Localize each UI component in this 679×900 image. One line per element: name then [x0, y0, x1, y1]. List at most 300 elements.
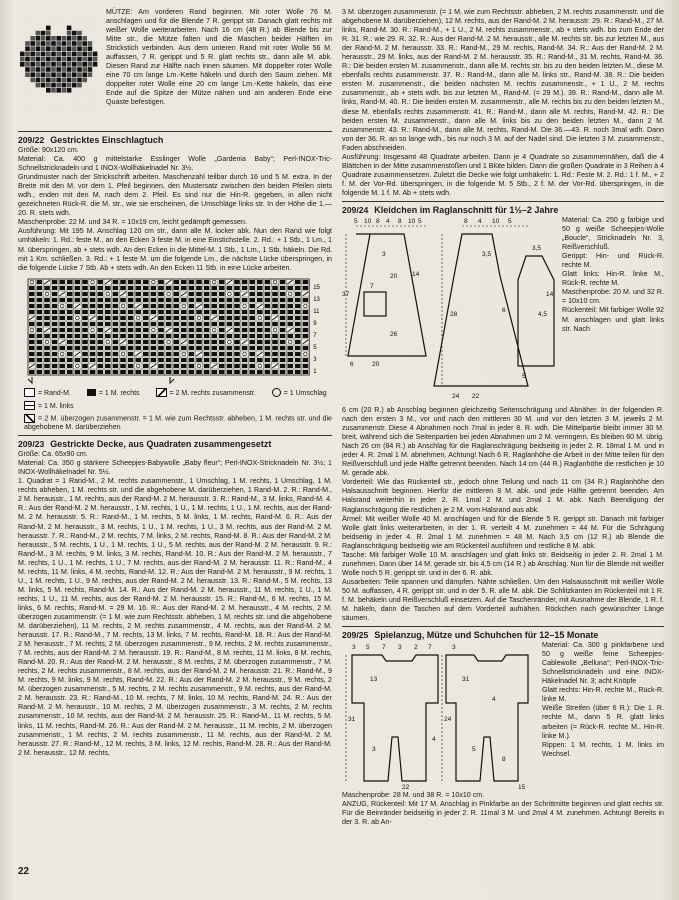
knit-cell: [44, 298, 50, 302]
knit-cell: [128, 304, 134, 308]
knit-cell: [120, 316, 126, 320]
motif-cell: [67, 52, 72, 57]
knit-cell: [173, 286, 179, 290]
knit-cell: [272, 286, 278, 290]
motif-cell: [77, 10, 82, 15]
knit-cell: [158, 322, 164, 326]
knit-cell: [249, 280, 255, 284]
legend-rand: = Rand-M.: [24, 388, 71, 399]
knit-cell: [105, 352, 111, 356]
knit-cell: [219, 292, 225, 296]
knit-cell: [97, 322, 103, 326]
knit-cell: [29, 310, 35, 314]
motif-cell: [82, 119, 87, 124]
knit-cell: [59, 286, 65, 290]
motif-cell: [82, 31, 87, 36]
knit-cell: [265, 304, 271, 308]
knit-cell: [211, 304, 217, 308]
schematic-dim-label: 4,5: [538, 310, 548, 318]
knit-cell: [204, 340, 210, 344]
knit-cell: [52, 280, 58, 284]
knit-cell: [82, 364, 88, 368]
knit-cell: [265, 364, 271, 368]
knit-cell: [158, 310, 164, 314]
motif-cell: [25, 83, 30, 88]
quadrat-anleitung: 1. Quadrat = 1 Rand-M., 2 M. rechts zusammenstr., 1 Umschlag, 1 M. rechts, 1 Umschlag, 1 M. rechts abheben, 1 M. rechts str. und die abgehobene M. darüberziehen, 1 Rand-M. 2. R.: Rand-M., 2 M. herausstr., 1 M. rechts, aus der Rand-M. 2 M. herausstr. 3. R.: Rand-M., 3 M. links, Rand-M. 4. R.: Aus der Rand-M. 2 M. herausstr., 1 M. rechts, 1 U., 1 M. rechts, 1 U., 1 M. rechts, aus der Rand-M. 2 M. herausstr. 5. R.: Rand-M., 1 M. rechts, 5 M. links, 1 M. rechts, Rand-M. 6. R.: Aus der Rand-M. 2 M. herausstr., 3 M. rechts, 1 U., 1 M. rechts, 1 U., 3 M. rechts, aus der Rand-M. 2 M. herausstr. 7. R.: Rand-M., 2 M. rechts, 7 M. links, 2 M. rechts, Rand-M. 8. R.: Aus der Rand-M. 2 M. herausstr., 5 M. rechts, 1 U., 1 M. rechts, 1 U., 5 M. rechts, aus der Rand-M. 2 M. herausstr. 9. R.: Rand-M., 3 M. rechts, 9 M. links, 3 M. rechts, Rand-M. 10. R.: Aus der Rand-M. 2 M. herausstr., 7 M. rechts, 1 U., 1 M. rechts, 1 U., 7 M. rechts, aus der Rand-M. 2 M. herausstr. 11. R.: Rand-M., 4 M. rechts, 11 M. links, 4 M. rechts, Rand-M. 12. R.: Aus der Rand-M. 2 M. herausstr., 9 M. rechts, 1 U., 1 M. rechts, 1 U., 9 M. rechts, aus der Rand-M. 2 M. herausstr. 13. R.: Rand-M., 5 M. rechts, 13 M. links, 5 M. rechts, Rand-M. 14. R.: Aus der Rand-M. 2 M. herausstr., 11 M. rechts, 1 U., 1 M. rechts, 1 U., 11 M. rechts, aus der Rand-M. 2 M. herausstr. 15. R.: Rand-M., 6 M. rechts, 15 M. links, 6 M. rechts, Rand-M. = 29 M. 16. R.: Aus der Rand-M. 2 M. herausstr., 4 M. rechts, 2 M. überzogen zusammenstr. (= 1 M. wie zum Rechtsstr. abheben, 1 M. rechts str. und die abgehobene M. darüberziehen), 11 M. rechts, 2 M. rechts zusammenstr., 4 M. rechts, aus der Rand-M. 2 M. herausstr. 17. R.: Rand-M., 7 M. rechts, 13 M. links, 7 M. rechts, Rand-M. 18. R.: Aus der Rand-M. 2 M. herausstr., 7 M. rechts, 2 M. überzogen zusammenstr., 9 M. rechts, 2 M. rechts zusammenstr., 7 M. rechts, aus der Rand-M. 2 M. herausstr. 19. R.: Rand-M., 8 M. rechts, 11 M. links, 8 M. rechts, Rand-M. 20. R.: Aus der Rand-M. 2 M. herausstr., 8 M. rechts, 2 M. überzogen zusammenstr., 7 M. rechts, 2 M. rechts zusammenstr., 8 M. rechts, aus der Rand-M. 2 M. herausstr. 21. R.: Rand-M., 9 M. rechts, 9 M. links, 9 M. rechts, Rand-M. 22. R.: Aus der Rand-M. 2 M. herausstr., 9 M. rechts, 2 M. überzogen zusammenstr., 5 M. rechts, 2 M. rechts zusammenstr., 9 M. rechts, aus der Rand-M. 2 M. herausstr. 23. R.: Rand-M., 10 M. rechts, 7 M. links, 10 M. rechts, Rand-M. 24. R.: Aus der Rand-M. 2 M. herausstr., 10 M. rechts, 2 M. überzogen zusammenstr., 3 M. rechts, 2 M. rechts zusammenstr., 10 M. rechts, aus der Rand-M. 2 M. herausstr. 25. R.: Rand-M., 11 M. rechts, 5 M. links, 11 M. rechts, Rand-M. 26. R.: Aus der Rand-M. 2 M. herausstr., 11 M. rechts, 2 M. überzogen zusammenstr., 1 M. rechts, 2 M. rechts zusammenstr., 11 M. rechts, aus der Rand-M. 2 M. herausstr. 27. R.: Rand-M., 12 M. rechts, 3 M. links, 12 M. rechts, Rand-M. 28. R.: Aus der Rand-M. 2 M. herausstr., 12 M. rechts,: [18, 477, 332, 757]
maschenprobe-25: Maschenprobe: 28 M. und 38 R. = 10x10 cm.: [342, 791, 485, 800]
motif-cell: [25, 67, 30, 72]
knit-cell: [181, 328, 187, 332]
knit-cell: [113, 322, 119, 326]
knit-cell: [265, 328, 271, 332]
knit-cell: [29, 334, 35, 338]
knit-cell: [105, 310, 111, 314]
motif-cell: [82, 109, 87, 114]
knit-cell: [128, 334, 134, 338]
motif-cell: [20, 46, 25, 51]
motif-cell: [56, 15, 61, 20]
knit-cell: [82, 340, 88, 344]
schematic-dim-label: 26: [390, 330, 398, 338]
motif-cell: [56, 104, 61, 109]
knit-cell: [227, 316, 233, 320]
knit-cell: [287, 334, 293, 338]
knit-cell: [37, 304, 43, 308]
knit-cell: [75, 334, 81, 338]
knit-cell: [287, 286, 293, 290]
motif-cell: [46, 119, 51, 124]
chart-row-label: 1: [313, 368, 317, 375]
knit-cell: [295, 352, 301, 356]
motif-cell: [77, 88, 82, 93]
knit-cell: [52, 322, 58, 326]
knit-cell: [37, 346, 43, 350]
knit-cell: [82, 328, 88, 332]
knit-cell: [143, 358, 149, 362]
knit-cell: [113, 280, 119, 284]
motif-cell: [62, 36, 67, 41]
knit-cell: [249, 364, 255, 368]
motif-cell: [41, 46, 46, 51]
motif-cell: [72, 26, 77, 31]
schematic-dim-label: 28: [450, 310, 458, 318]
schematic-dim-label: 14: [412, 270, 420, 278]
knit-cell: [204, 334, 210, 338]
groesse-23: Größe: Ca. 65x90 cm.: [18, 450, 88, 459]
schematic-dim-label: 4: [492, 696, 496, 704]
motif-cell: [93, 36, 98, 41]
motif-cell: [77, 15, 82, 20]
motif-cell: [25, 15, 30, 20]
knit-cell: [67, 322, 73, 326]
knit-cell: [151, 286, 157, 290]
motif-cell: [46, 52, 51, 57]
knit-cell: [242, 280, 248, 284]
knit-cell: [151, 310, 157, 314]
motif-cell: [77, 93, 82, 98]
knit-cell: [211, 298, 217, 302]
chart-row-label: 7: [313, 332, 317, 339]
knit-cell: [204, 328, 210, 332]
motif-cell: [77, 57, 82, 62]
knit-cell: [128, 316, 134, 320]
schematic-dim-label: 6: [350, 360, 354, 368]
motif-cell: [41, 114, 46, 119]
knit-cell: [249, 346, 255, 350]
knit-cell: [166, 310, 172, 314]
knit-cell: [59, 310, 65, 314]
motif-cell: [20, 10, 25, 15]
motif-cell: [62, 67, 67, 72]
motif-cell: [56, 88, 61, 93]
motif-cell: [25, 93, 30, 98]
gerippt-24: Gerippt: Hin- und Rück-R. rechte M.: [562, 252, 664, 270]
knit-cell: [211, 292, 217, 296]
motif-cell: [72, 67, 77, 72]
schematic-dim-label: 3: [372, 746, 376, 754]
motif-cell: [93, 31, 98, 36]
knit-cell: [90, 370, 96, 374]
motif-cell: [51, 41, 56, 46]
motif-cell: [88, 15, 93, 20]
knit-cell: [75, 280, 81, 284]
knit-cell: [303, 346, 309, 350]
motif-cell: [82, 10, 87, 15]
motif-cell: [62, 119, 67, 124]
knit-cell: [211, 322, 217, 326]
motif-cell: [82, 78, 87, 83]
legend-ueberzogen: = 2 M. überzogen zusammenstr. = 1 M. wie zum Rechtsstr. abheben, 1 M. rechts str. und die abgehobene M. darüberziehen: [24, 414, 332, 432]
schematic-dim-label: 4: [386, 217, 390, 225]
motif-cell: [20, 15, 25, 20]
motif-cell: [72, 104, 77, 109]
motif-cell: [20, 109, 25, 114]
knit-cell: [97, 286, 103, 290]
motif-cell: [88, 36, 93, 41]
motif-cell: [62, 78, 67, 83]
knit-cell: [113, 358, 119, 362]
knit-cell: [204, 346, 210, 350]
motif-cell: [30, 26, 35, 31]
motif-cell: [72, 31, 77, 36]
knit-cell: [97, 352, 103, 356]
motif-cell: [77, 67, 82, 72]
knit-cell: [189, 298, 195, 302]
motif-cell: [51, 83, 56, 88]
knit-cell: [97, 298, 103, 302]
knit-cell: [75, 298, 81, 302]
knit-cell: [181, 280, 187, 284]
knit-cell: [75, 346, 81, 350]
motif-cell: [62, 88, 67, 93]
knit-cell: [272, 310, 278, 314]
knit-cell: [219, 304, 225, 308]
motif-cell: [25, 57, 30, 62]
motif-cell: [30, 88, 35, 93]
motif-cell: [41, 52, 46, 57]
knit-cell: [173, 328, 179, 332]
material-24: Material: Ca. 250 g farbige und 50 g weiße Scheepjes-Wolle „Boucle“, Stricknadeln Nr. 3, Reißverschluß.: [562, 215, 664, 252]
knit-cell: [227, 334, 233, 338]
motif-cell: [62, 10, 67, 15]
motif-cell: [20, 20, 25, 25]
motif-cell: [88, 109, 93, 114]
motif-cell: [30, 46, 35, 51]
knit-cell: [280, 352, 286, 356]
section-title: Gestrickte Decke, aus Quadraten zusammengesetzt: [50, 439, 272, 450]
knit-cell: [242, 298, 248, 302]
knit-cell: [257, 322, 263, 326]
divider: [18, 435, 332, 436]
motif-cell: [20, 57, 25, 62]
motif-cell: [72, 57, 77, 62]
knit-cell: [135, 340, 141, 344]
knit-cell: [128, 364, 134, 368]
motif-cell: [25, 114, 30, 119]
knit-cell: [135, 310, 141, 314]
schematic-dim-label: 22: [472, 392, 480, 400]
schematic-dim-label: 5: [472, 746, 476, 754]
knit-cell: [105, 316, 111, 320]
knit-cell: [227, 310, 233, 314]
knit-cell: [135, 286, 141, 290]
motif-cell: [62, 46, 67, 51]
quadrat-fortsetzung: 3 M. überzogen zusammenstr. (= 1 M. wie zum Rechtsstr. abheben, 2 M. rechts zusammenstr. und die abgehobene M. darüberziehen), 12 M. rechts, aus der Rand-M. 2 M. herausstr. 29. R.: Rand-M., 27 M. links, Rand-M. 30. R.: Rand-M., + 1 U., 2 M. rechts zusammenstr., ab + stets wdh. bis zum Ende der R. 31. R.: wie 29. R. 32. R.: Aus der Rand-M. 2 M. herausstr., alle M. rechts str. bis zur letzten M., aus der Rand-M. 2 M. herausstr. 33. R.: Rand-M., 29 M. rechts, Rand-M. 34. R.: Aus der Rand-M. 2 M. herausstr., 29 M. links, aus der Rand-M. 2 M. herausstr. 35. R.: Rand-M., 31 M. rechts, Rand-M. 36. R.: Die beiden ersten M. zusammenstr., dann alle M. rechts str. bis zu den beiden letzten M., diese M. ebenfalls rechts zusammenstr. 37. R.: Rand-M., dann alle M. links str., Rand-M. 38. R.: Die beiden ersten M. zusammenstr., die beiden nächsten M. rechts zusammenstr., + 1 U., 2 M. rechts zusammenstr., ab + stets wdh. bis zur letzten M., Rand-M. (= 29 M.). 39. R.: Rand-M., dann alle M. links, Rand-M. 40. R.: Die beiden ersten M. zusammenstr., alle M. rechts bis zu den beiden letzten M., diese M. ebenfalls rechts zusammenstr. 41. R.: Rand-M., dann alle M. rechts, Rand-M. 42. R.: Die beiden ersten M. zusammenstr., dann alle M. links bis zu den beiden letzten M., dann 2 M. zusammenstr. 43. R.: Rand-M., dann alle M. rechts, Rand-M. Die 36.—43. R. noch 3mal wdh. Dann von der 36. R. an so lange wdh., bis nur noch 3 M. auf der Nadel sind. Die letzten 3 M. zusammenstr., Faden abschneiden.: [342, 8, 664, 152]
motif-cell: [41, 20, 46, 25]
section-title: Spielanzug, Mütze und Schuhchen für 12–15 Monate: [374, 630, 599, 641]
knit-cell: [37, 334, 43, 338]
motif-cell: [20, 119, 25, 124]
motif-cell: [20, 26, 25, 31]
knit-cell: [82, 304, 88, 308]
knit-cell: [105, 370, 111, 374]
motif-cell: [56, 93, 61, 98]
knit-cell: [120, 298, 126, 302]
knit-cell: [113, 310, 119, 314]
knit-cell: [143, 370, 149, 374]
knit-cell: [120, 280, 126, 284]
knit-cell: [151, 358, 157, 362]
knit-cell: [75, 340, 81, 344]
knit-cell: [181, 358, 187, 362]
knit-cell: [265, 310, 271, 314]
knit-cell: [90, 340, 96, 344]
motif-cell: [88, 93, 93, 98]
motif-cell: [67, 62, 72, 67]
motif-cell: [82, 15, 87, 20]
motif-cell: [67, 36, 72, 41]
knit-cell: [75, 370, 81, 374]
knit-cell: [97, 370, 103, 374]
knit-cell: [158, 286, 164, 290]
knit-cell: [143, 298, 149, 302]
knit-cell: [295, 304, 301, 308]
legend-rechts: = 1 M. rechts: [87, 388, 140, 399]
knit-cell: [97, 358, 103, 362]
knit-cell: [189, 292, 195, 296]
knit-cell: [189, 352, 195, 356]
chart-row-label: 3: [313, 356, 317, 363]
knit-cell: [97, 292, 103, 296]
knit-cell: [37, 340, 43, 344]
knit-cell: [166, 304, 172, 308]
motif-cell: [51, 20, 56, 25]
knit-cell: [280, 310, 286, 314]
knit-cell: [52, 286, 58, 290]
motif-cell: [67, 20, 72, 25]
motif-cell: [88, 41, 93, 46]
knit-cell: [37, 292, 43, 296]
motif-cell: [25, 41, 30, 46]
motif-cell: [93, 119, 98, 124]
knit-cell: [272, 298, 278, 302]
motif-cell: [93, 10, 98, 15]
motif-cell: [41, 83, 46, 88]
motif-cell: [36, 78, 41, 83]
motif-cell: [30, 67, 35, 72]
motif-cell: [62, 109, 67, 114]
knit-cell: [204, 352, 210, 356]
schematic-dim-label: 10: [492, 217, 500, 225]
motif-cell: [46, 36, 51, 41]
motif-cell: [72, 109, 77, 114]
knit-cell: [44, 316, 50, 320]
knit-cell: [128, 328, 134, 332]
motif-cell: [77, 36, 82, 41]
knit-cell: [52, 364, 58, 368]
section-209-23-heading: [18, 439, 332, 449]
knit-cell: [67, 346, 73, 350]
knit-cell: [143, 322, 149, 326]
knit-cell: [272, 334, 278, 338]
knit-cell: [120, 364, 126, 368]
schematic-dim-label: 3: [398, 644, 402, 652]
motif-cell: [30, 31, 35, 36]
motif-cell: [30, 57, 35, 62]
knit-cell: [90, 304, 96, 308]
motif-cell: [51, 114, 56, 119]
knit-cell: [143, 286, 149, 290]
motif-cell: [41, 67, 46, 72]
motif-cell: [62, 31, 67, 36]
knit-cell: [37, 358, 43, 362]
knit-cell: [280, 364, 286, 368]
knit-cell: [29, 304, 35, 308]
motif-cell: [20, 83, 25, 88]
motif-cell: [46, 57, 51, 62]
motif-cell: [51, 57, 56, 62]
motif-cell: [67, 104, 72, 109]
knit-cell: [37, 316, 43, 320]
knit-cell: [90, 286, 96, 290]
section-209-24-heading: [342, 205, 664, 215]
knit-cell: [97, 280, 103, 284]
knit-cell: [295, 364, 301, 368]
knit-cell: [204, 358, 210, 362]
knit-cell: [287, 316, 293, 320]
knit-cell: [272, 370, 278, 374]
motif-cell: [36, 20, 41, 25]
knit-cell: [257, 340, 263, 344]
motif-cell: [20, 52, 25, 57]
knit-cell: [204, 280, 210, 284]
knit-cell: [67, 370, 73, 374]
muetze-motif-chart: [18, 8, 100, 128]
knit-cell: [257, 280, 263, 284]
knit-cell: [97, 316, 103, 320]
motif-cell: [51, 104, 56, 109]
knit-cell: [158, 346, 164, 350]
knit-cell: [44, 334, 50, 338]
knit-cell: [113, 352, 119, 356]
motif-cell: [51, 10, 56, 15]
motif-cell: [20, 31, 25, 36]
knit-cell: [287, 364, 293, 368]
knit-cell: [181, 322, 187, 326]
knit-cell: [75, 286, 81, 290]
knit-cell: [272, 322, 278, 326]
motif-cell: [30, 109, 35, 114]
motif-cell: [36, 67, 41, 72]
motif-cell: [20, 104, 25, 109]
motif-cell: [25, 20, 30, 25]
knit-cell: [189, 346, 195, 350]
motif-cell: [77, 46, 82, 51]
knit-cell: [173, 364, 179, 368]
motif-cell: [72, 10, 77, 15]
motif-cell: [82, 46, 87, 51]
knit-cell: [29, 322, 35, 326]
knit-cell: [113, 298, 119, 302]
knit-cell: [280, 292, 286, 296]
knit-cell: [128, 286, 134, 290]
motif-cell: [82, 67, 87, 72]
knit-cell: [196, 358, 202, 362]
chart-row-label: 5: [313, 344, 317, 351]
knit-cell: [143, 316, 149, 320]
motif-cell: [77, 119, 82, 124]
knit-cell: [173, 334, 179, 338]
dash-icon: [24, 401, 35, 410]
knit-cell: [67, 328, 73, 332]
schematic-dim-label: 2: [414, 644, 418, 652]
knit-cell: [249, 328, 255, 332]
knit-cell: [303, 322, 309, 326]
knit-cell: [120, 334, 126, 338]
motif-cell: [41, 119, 46, 124]
knit-cell: [29, 370, 35, 374]
knit-cell: [82, 286, 88, 290]
tasche-24: Tasche: Mit farbiger Wolle 10 M. anschlagen und glatt links str. Beidseitig in jeder 2. R. 2mal 1 M. zunehmen. Dann über 14 M. gerade str. bis 4,5 cm (14 R.) ab Anschlag. Nun für die Blende mit weißer Wolle noch 5 R. gerippt str. und in der 6. R. abk.: [342, 550, 664, 577]
knit-cell: [105, 298, 111, 302]
knit-cell: [143, 310, 149, 314]
knit-cell: [280, 322, 286, 326]
motif-cell: [36, 72, 41, 77]
motif-cell: [93, 46, 98, 51]
motif-cell: [88, 104, 93, 109]
knit-cell: [143, 328, 149, 332]
schematic-dim-label: 5: [522, 372, 526, 380]
knit-cell: [173, 304, 179, 308]
knit-cell: [113, 304, 119, 308]
knit-cell: [128, 298, 134, 302]
knit-cell: [128, 346, 134, 350]
legend-umschlag: = 1 Umschlag: [272, 388, 327, 399]
motif-cell: [82, 98, 87, 103]
knit-cell: [173, 280, 179, 284]
knit-cell: [59, 316, 65, 320]
motif-cell: [51, 31, 56, 36]
